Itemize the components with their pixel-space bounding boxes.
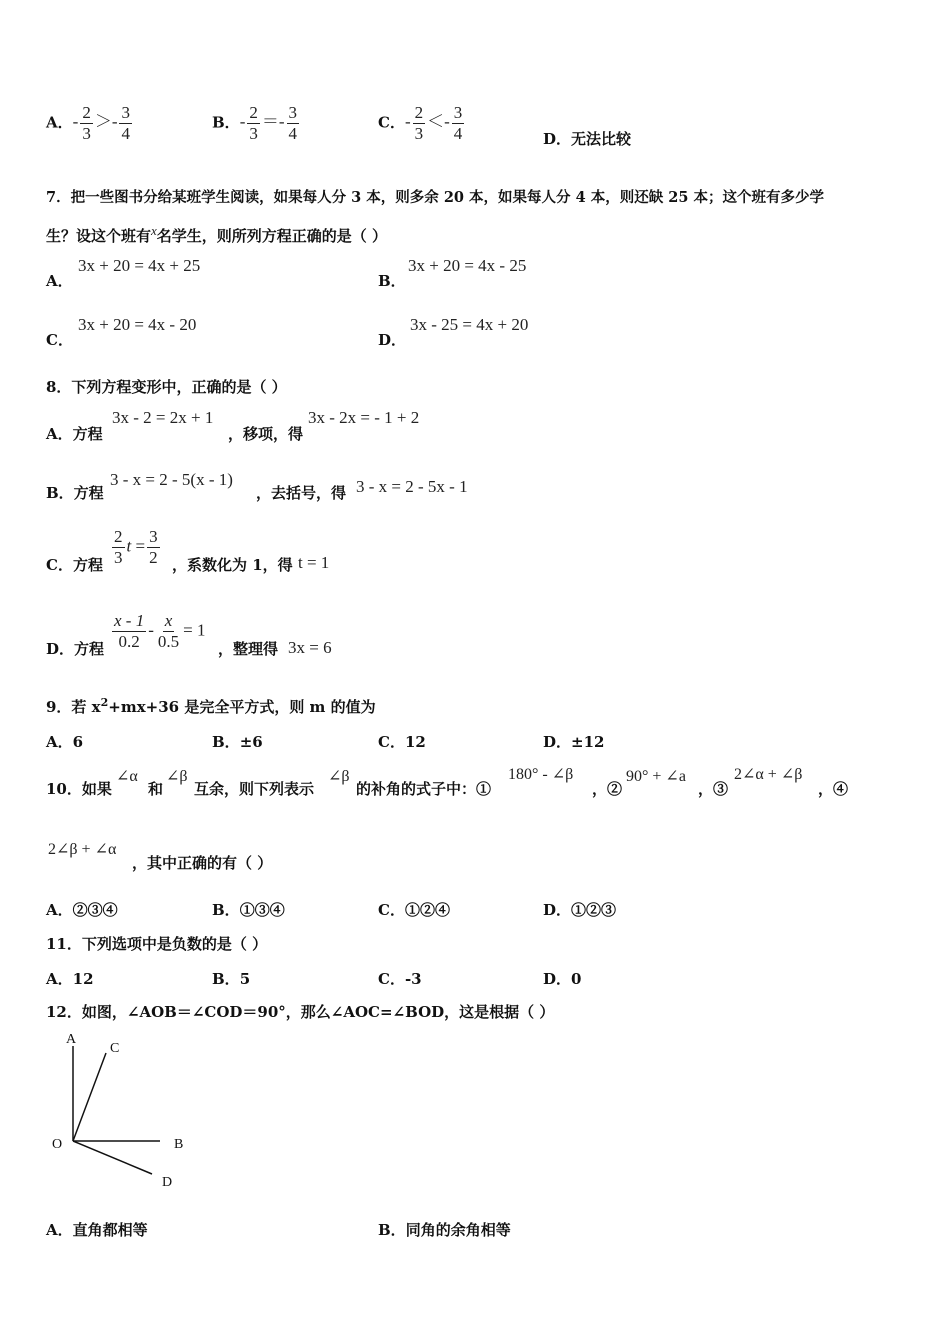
q10-stem-p8: ，其中正确的有（ ） (132, 854, 273, 872)
q9-stem: 9．若 $x^2+mx+36$ 是完全平方式，则 m 的值为 (46, 696, 376, 716)
q9-option-a: A．6 (46, 733, 84, 751)
q11-option-c: C．-3 (378, 970, 422, 988)
q7-option-c: C． (46, 331, 73, 349)
q7-option-a: A． (46, 272, 73, 290)
q7-option-d-eq: 3x - 25 = 4x + 20 (410, 315, 529, 334)
q10-expr-4: 2∠β + ∠α (48, 841, 117, 858)
q8-option-b-eq2: 3 - x = 2 - 5x - 1 (356, 477, 468, 496)
q8-option-c-eq1: $\frac{2}{3}$ t = $\frac{3}{2}$ (114, 527, 158, 567)
q8-option-a-mid: ，移项，得 (228, 425, 304, 443)
q7-stem-line2: 生？设这个班有x名学生，则所列方程正确的是（ ） (46, 223, 388, 245)
q10-stem-p6: ，③ (698, 780, 729, 798)
q8-option-c-eq2: t = 1 (298, 553, 330, 572)
q8-option-b-mid: ，去括号，得 (256, 484, 347, 502)
q7-stem-line1: 7．把一些图书分给某班学生阅读，如果每人分 3 本，则多余 20 本，如果每人分 4 本，则还缺 25 本；这个班有多少学 (46, 189, 825, 206)
q6-option-d: D．无法比较 (543, 130, 632, 148)
q8-option-d-eq2: 3x = 6 (288, 638, 332, 657)
q10-stem-p2: 和 (148, 780, 164, 798)
q7-option-b-eq: 3x + 20 = 4x - 25 (408, 256, 527, 275)
q9-option-c: C．12 (378, 733, 426, 751)
ray-od (73, 1141, 152, 1174)
q7-option-b: B． (378, 272, 406, 290)
q7-option-c-eq: 3x + 20 = 4x - 20 (78, 315, 197, 334)
q11-option-d: D．0 (543, 970, 582, 988)
q10-stem-p1: 10．如果 (46, 780, 112, 798)
q10-option-c: C．①②④ (378, 901, 450, 919)
q8-option-b: B．方程 (46, 484, 104, 502)
q10-stem-p7: ，④ (818, 780, 849, 798)
q10-option-a: A．②③④ (46, 901, 118, 919)
q10-stem-p5: ，② (592, 780, 623, 798)
label-c: C (110, 1041, 120, 1056)
q8-option-b-eq1: 3 - x = 2 - 5(x - 1) (110, 470, 233, 489)
q10-expr-3: 2∠α + ∠β (734, 766, 803, 783)
q12-stem: 12．如图，∠AOB＝∠COD＝90°，那么∠AOC=∠BOD，这是根据（ ） (46, 1003, 555, 1021)
q11-option-a: A．12 (46, 970, 94, 988)
q10-option-d: D．①②③ (543, 901, 617, 919)
q7-option-d: D． (378, 331, 407, 349)
q12-option-b: B．同角的余角相等 (378, 1221, 511, 1239)
q8-option-d-eq1: $\frac{x - 1}{0.2}$ - $\frac{x}{0.5}$ = 1 (114, 611, 206, 651)
q10-stem-p3: 互余，则下列表示 (194, 780, 315, 798)
q6-option-c: C．- $\frac{2}{3}$ ＜- $\frac{3}{4}$ (378, 103, 463, 143)
q8-option-a-eq1: 3x - 2 = 2x + 1 (112, 408, 214, 427)
label-a: A (66, 1032, 77, 1047)
q10-expr-1: 180° - ∠β (508, 766, 574, 783)
q8-option-a: A．方程 (46, 425, 103, 443)
q12-figure (40, 1026, 200, 1196)
q7-option-a-eq: 3x + 20 = 4x + 25 (78, 256, 201, 275)
q9-option-b: B．±6 (212, 733, 263, 751)
q10-beta-2: ∠β (328, 768, 350, 785)
q6-option-a: A．- $\frac{2}{3}$ ＞- $\frac{3}{4}$ (46, 103, 130, 143)
q12-option-a: A．直角都相等 (46, 1221, 148, 1239)
label-d: D (162, 1175, 173, 1190)
label-o: O (52, 1137, 63, 1152)
q8-option-a-eq2: 3x - 2x = - 1 + 2 (308, 408, 420, 427)
q10-stem-p4: 的补角的式子中：① (356, 780, 492, 798)
q9-option-d: D．±12 (543, 733, 605, 751)
q8-option-d-mid: ，整理得 (218, 640, 279, 658)
q6-option-b: B．- $\frac{2}{3}$ ＝- $\frac{3}{4}$ (212, 103, 298, 143)
q8-option-d: D．方程 (46, 640, 105, 658)
q11-stem: 11．下列选项中是负数的是（ ） (46, 935, 268, 953)
q10-beta: ∠β (166, 768, 188, 785)
label-b: B (174, 1137, 184, 1152)
q10-alpha: ∠α (116, 768, 138, 785)
ray-oc (73, 1053, 106, 1141)
q8-stem: 8．下列方程变形中，正确的是（ ） (46, 378, 287, 396)
q10-option-b: B．①③④ (212, 901, 285, 919)
q8-option-c: C．方程 (46, 556, 103, 574)
q8-option-c-mid: ，系数化为 1，得 (172, 556, 293, 574)
q11-option-b: B．5 (212, 970, 251, 988)
q10-expr-2: 90° + ∠a (626, 768, 686, 785)
